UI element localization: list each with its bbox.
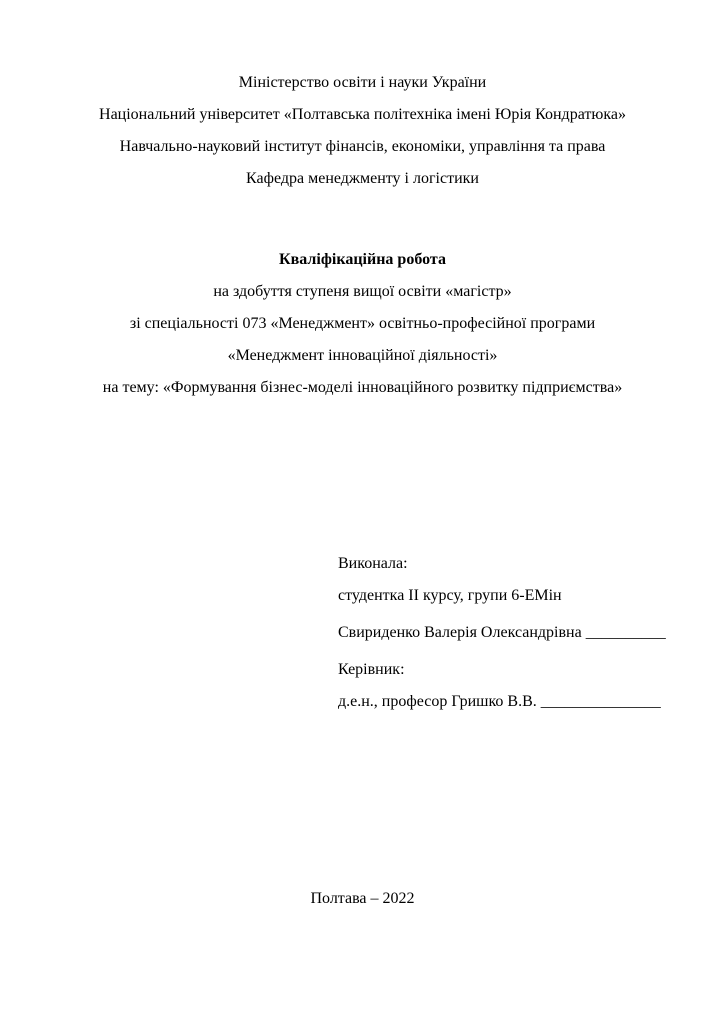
author-block: [338, 548, 666, 718]
supervisor-line: д.е.н., професор Гришко В.В. _______________: [338, 693, 661, 710]
student-line: студентка ІІ курсу, групи 6-ЕМін: [338, 587, 562, 604]
program-line: «Менеджмент інноваційної діяльності»: [227, 347, 498, 364]
city-year-line: [0, 889, 725, 909]
institute-line: Навчально-науковий інститут фінансів, економіки, управління та права: [119, 138, 606, 155]
work-title: Кваліфікаційна робота: [279, 251, 446, 268]
degree-line: на здобуття ступеня вищої освіти «магістр»: [213, 283, 512, 300]
header-block: [0, 67, 725, 195]
title-block: [0, 244, 725, 404]
specialty-line: зі спеціальності 073 «Менеджмент» освітньо-професійної програми: [129, 315, 596, 332]
performed-label: Виконала:: [338, 555, 408, 572]
university-line: Національний університет «Полтавська політехніка імені Юрія Кондратюка»: [99, 106, 626, 123]
author-name-line: Свириденко Валерія Олександрівна __________: [338, 624, 666, 641]
supervisor-label: Керівник:: [338, 661, 405, 678]
city-year-text: Полтава – 2022: [310, 890, 415, 907]
ministry-line: Міністерство освіти і науки України: [238, 74, 487, 91]
department-line: Кафедра менеджменту і логістики: [246, 170, 479, 187]
topic-line: на тему: «Формування бізнес-моделі інноваційного розвитку підприємства»: [102, 379, 623, 396]
